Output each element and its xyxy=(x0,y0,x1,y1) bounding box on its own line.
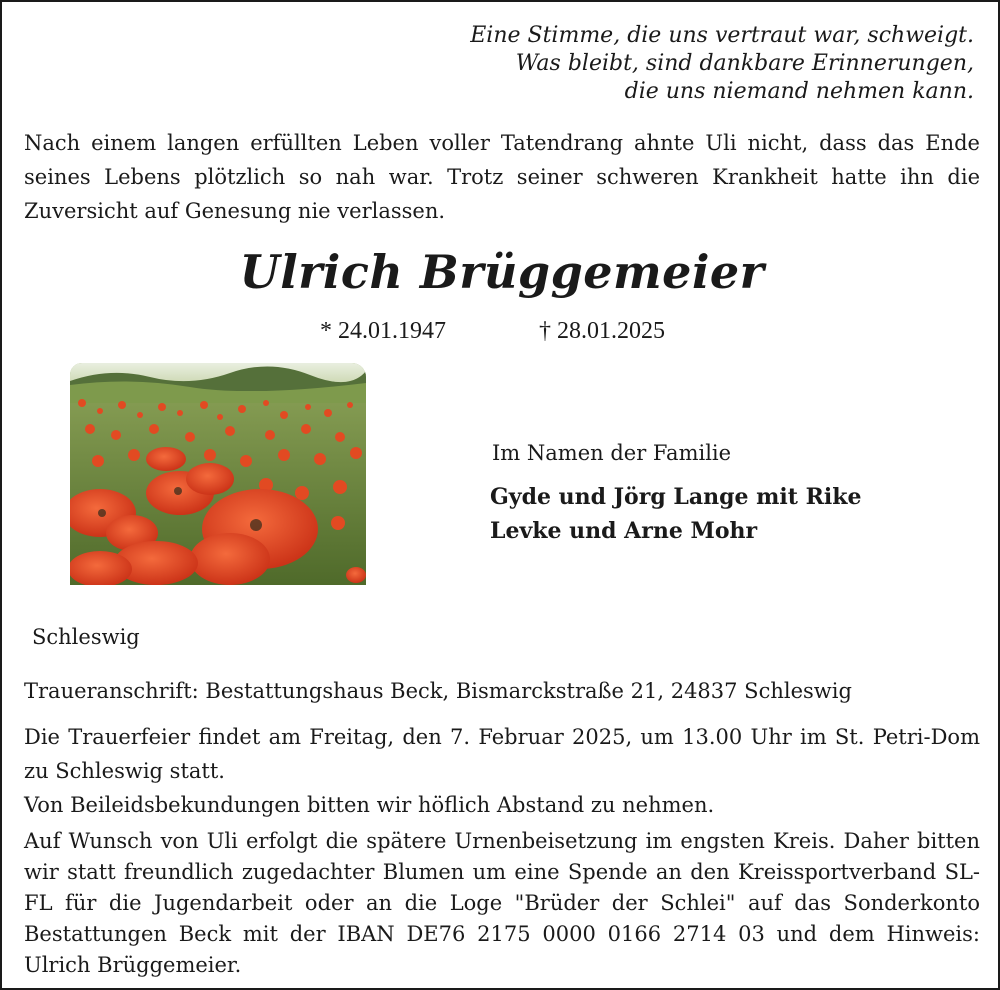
family-intro: Im Namen der Familie xyxy=(492,441,732,465)
donation-note: Auf Wunsch von Uli erfolgt die spätere Urnenbeisetzung im engsten Kreis. Daher bitten wir statt freundlich zugedachter Blumen um eine Spende an den Kreissportverband SL-FL für die Jugendarbeit oder an die Loge "Brüder der Schlei" auf das Sonderkonto Bestattungen Beck mit der IBAN DE76 2175 0000 0166 2714 03 und dem Hinweis: Ulrich Brüggemeier. xyxy=(24,829,980,977)
quote-line: Was bleibt, sind dankbare Erinnerungen, xyxy=(515,51,974,76)
memorial-quote xyxy=(274,22,974,106)
quote-line: Eine Stimme, die uns vertraut war, schweigt. xyxy=(470,23,974,48)
funeral-info: Die Trauerfeier findet am Freitag, den 7. Februar 2025, um 13.00 Uhr im St. Petri-Dom zu Schleswig statt. xyxy=(24,725,980,783)
mourning-address: Traueranschrift: Bestattungshaus Beck, Bismarckstraße 21, 24837 Schleswig xyxy=(24,679,852,703)
death-date: † 28.01.2025 xyxy=(539,318,665,344)
quote-line: die uns niemand nehmen kann. xyxy=(624,79,974,104)
birth-date: * 24.01.1947 xyxy=(320,318,446,344)
family-member-line: Gyde und Jörg Lange mit Rike xyxy=(490,484,862,510)
condolence-note: Von Beileidsbekundungen bitten wir höflich Abstand zu nehmen. xyxy=(24,793,715,817)
intro-paragraph: Nach einem langen erfüllten Leben voller Tatendrang ahnte Uli nicht, dass das Ende seines Lebens plötzlich so nah war. Trotz seiner schweren Krankheit hatte ihn die Zuversicht auf Genesung nie verlassen. xyxy=(24,131,980,223)
poppy-field-photo xyxy=(70,363,366,585)
place-of-residence: Schleswig xyxy=(32,625,140,649)
family-member-line: Levke und Arne Mohr xyxy=(490,518,758,544)
deceased-name: Ulrich Brüggemeier xyxy=(239,245,765,299)
